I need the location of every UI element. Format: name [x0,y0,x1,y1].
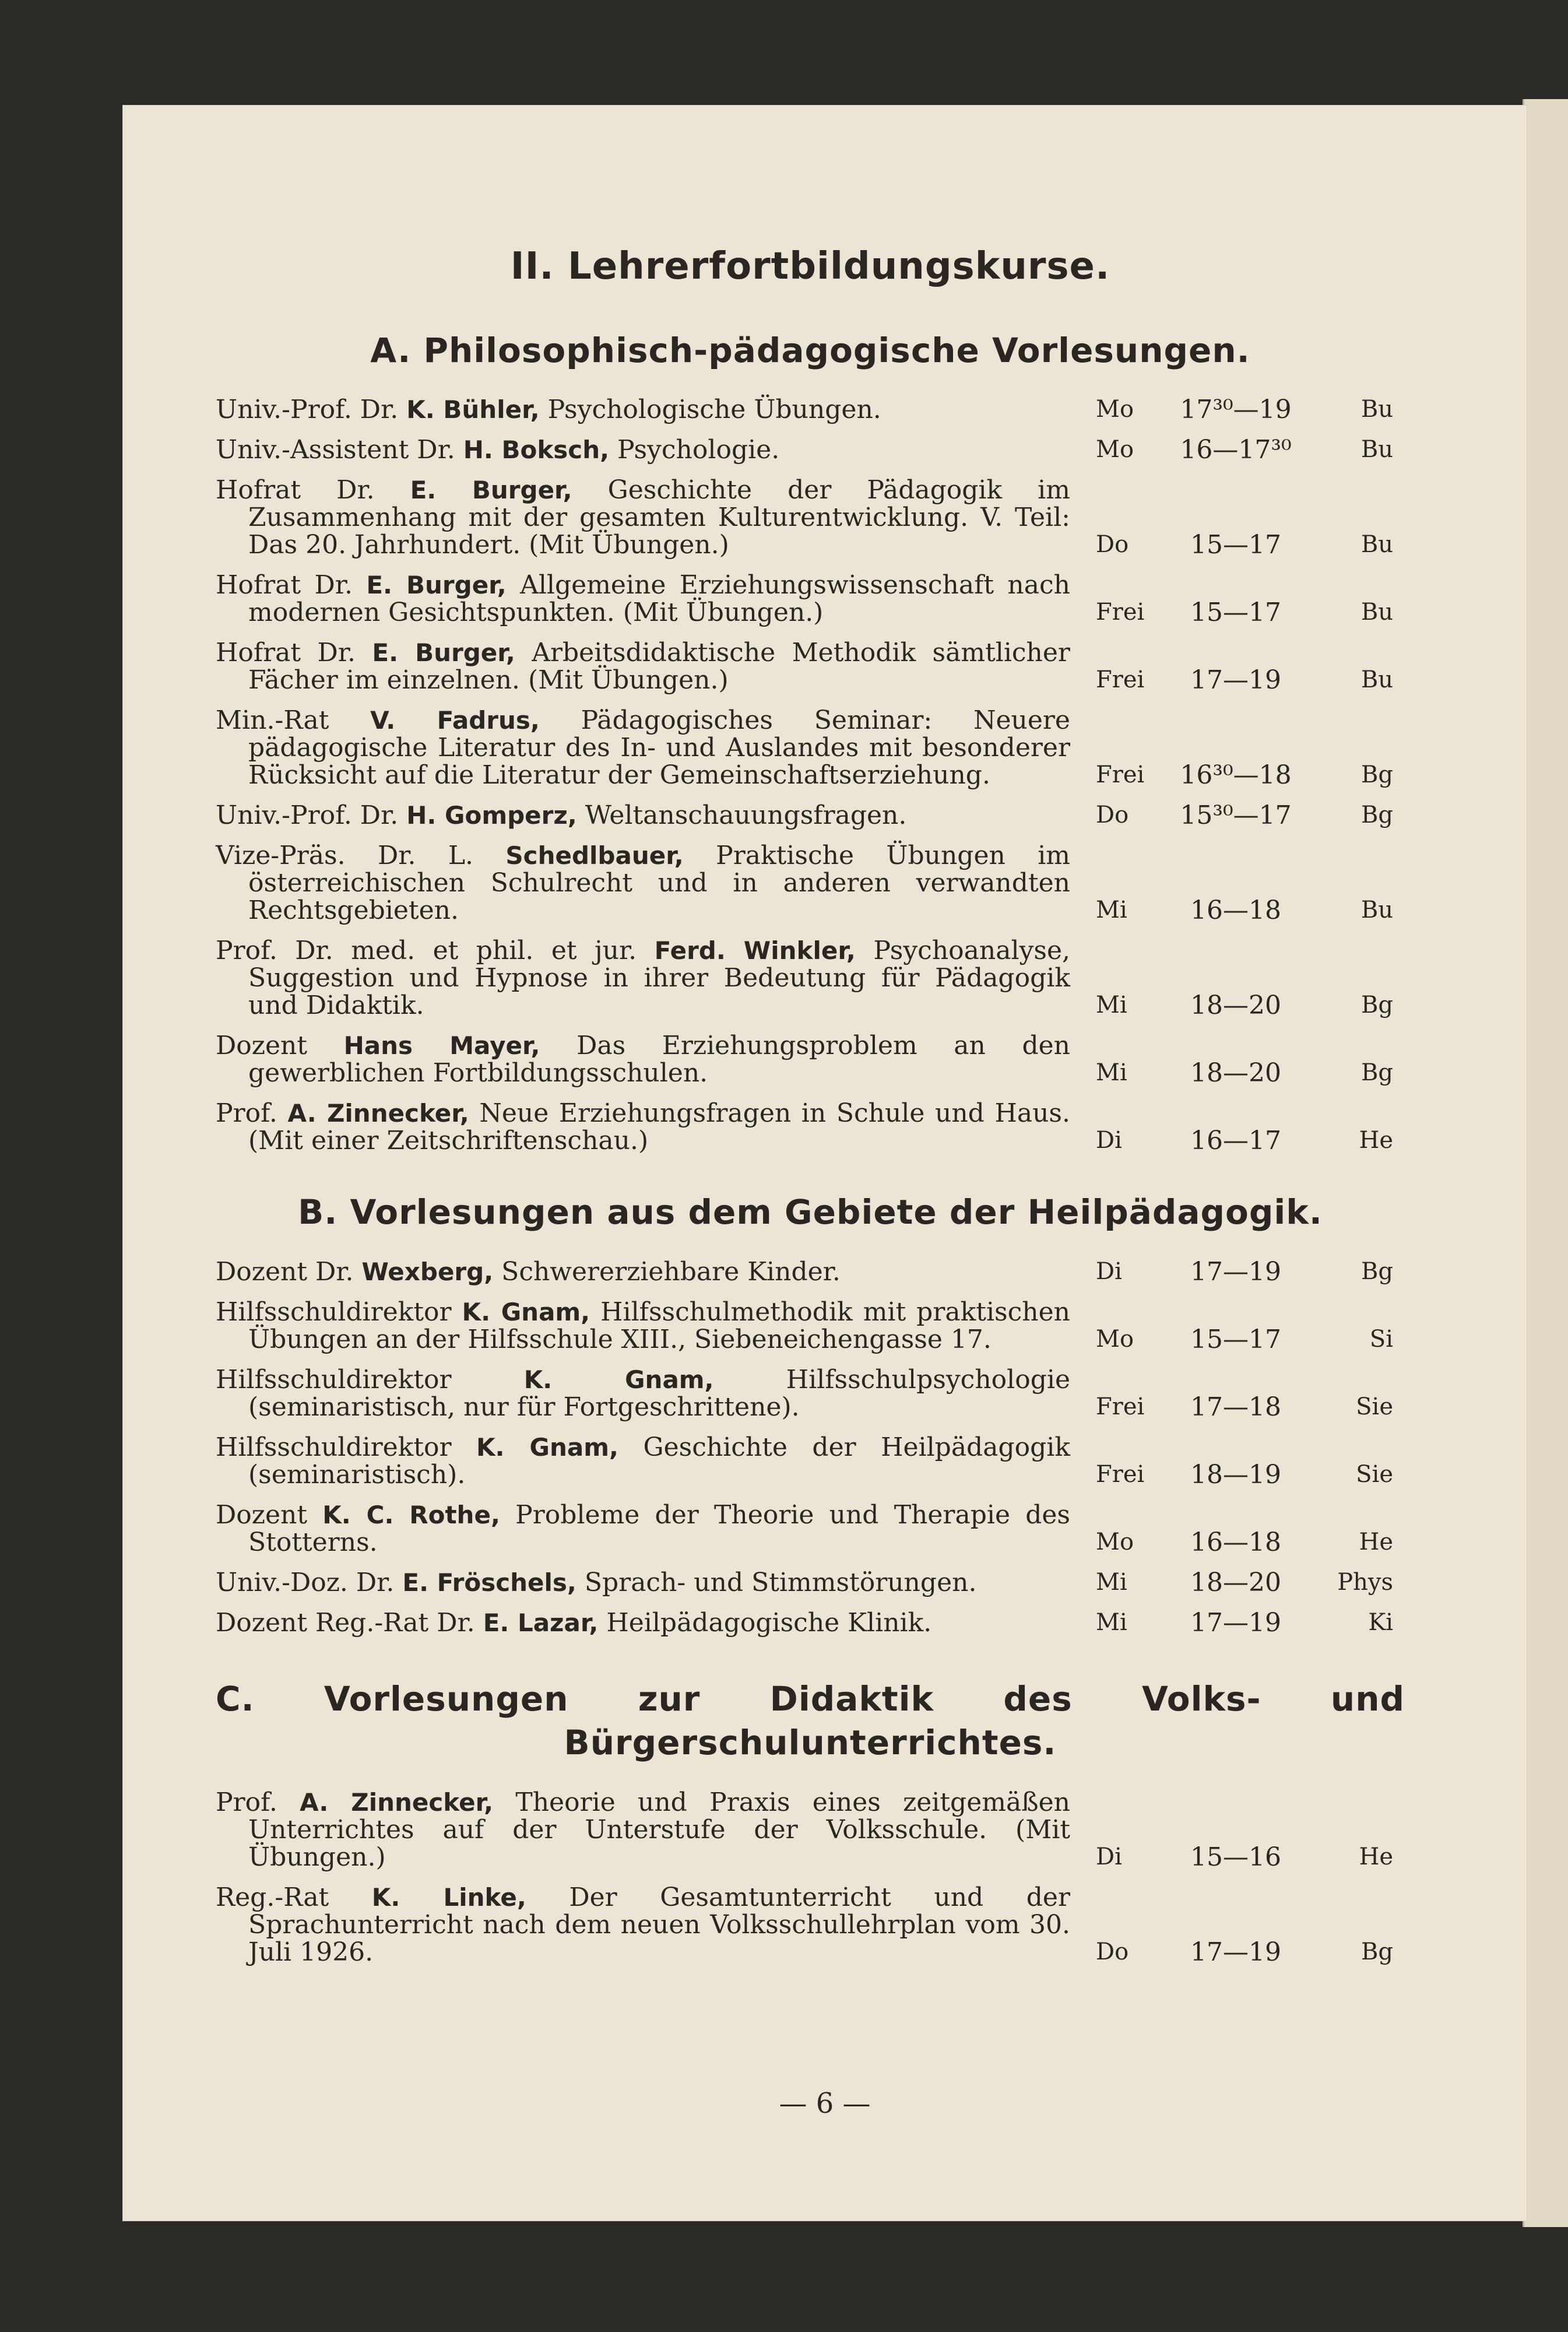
entry-day: Frei [1096,599,1145,626]
entry-time: 18—20 [1190,1058,1281,1088]
lecture-topic: Psychologie. [617,435,780,465]
entry-room: Bg [1361,802,1393,829]
entry-room: Bg [1361,1258,1393,1285]
list-item [216,1884,1405,1966]
entry-day: Frei [1096,666,1145,694]
lecturer-name: Ferd. Winkler, [654,936,856,965]
section-c-list [216,1789,1405,1966]
entry-time: 17—19 [1190,1937,1281,1967]
lecturer-title: Hofrat Dr. [216,475,375,505]
list-item [216,1569,1405,1596]
lecturer-name: V. Fadrus, [370,706,540,735]
entry-day: Do [1096,802,1129,829]
lecturer-title: Univ.-Prof. Dr. [216,800,399,831]
lecturer-title: Univ.-Doz. Dr. [216,1567,395,1597]
lecture-topic: Das Erziehungsproblem an den gewerblichen Fortbildungsschulen. [248,1031,1070,1088]
lecturer-name: Schedlbauer, [505,841,684,870]
lecture-topic: Pädagogisches Seminar: Neuere pädagogische Literatur des In- und Auslandes mit besonderer Rücksicht auf die Literatur der Gemeinschaftserziehung. [248,705,1070,791]
entry-text [216,571,1070,626]
lecturer-name: K. Gnam, [462,1297,590,1326]
entry-text [216,1789,1070,1871]
lecturer-title: Dozent Dr. [216,1256,354,1287]
list-item [216,639,1405,694]
entry-time: 18—19 [1190,1459,1281,1490]
lecturer-title: Hilfsschuldirektor [216,1297,452,1327]
entry-room: Bg [1361,761,1393,789]
entry-day: Mi [1096,1608,1127,1636]
entry-day: Mi [1096,992,1127,1019]
section-heading-c: C. Vorlesungen zur Didaktik des Volks- und Bürgerschulunterrichtes. [216,1678,1405,1763]
page-number: — 6 — [779,2087,871,2120]
list-item [216,571,1405,626]
entry-room: Sie [1356,1393,1393,1420]
entry-time: 16—18 [1190,1527,1281,1557]
list-item [216,436,1405,463]
lecture-topic: Neue Erziehungsfragen in Schule und Haus. (Mit einer Zeitschriftenschau.) [248,1098,1070,1156]
lecture-topic: Geschichte der Heilpädagogik (seminaristisch). [248,1432,1070,1490]
entry-room: Bg [1361,992,1393,1019]
lecturer-title: Hofrat Dr. [216,638,356,668]
list-item [216,802,1405,829]
section-a-list [216,396,1405,1154]
entry-room: He [1359,1843,1393,1870]
entry-text [216,396,1070,423]
entry-time: 15—17 [1190,530,1281,560]
entry-text [216,937,1070,1019]
lecturer-title: Reg.-Rat [216,1882,329,1912]
lecturer-title: Univ.-Assistent Dr. [216,435,455,465]
entry-text [216,1569,1070,1596]
lecturer-name: K. Linke, [371,1883,526,1912]
lecturer-name: Wexberg, [361,1257,494,1286]
entry-room: Bu [1360,666,1393,694]
lecturer-title: Prof. [216,1787,277,1817]
entry-text [216,1032,1070,1087]
entry-day: Do [1096,531,1129,559]
entry-day: Di [1096,1843,1122,1870]
entry-time: 16³⁰—18 [1180,760,1292,791]
entry-text [216,842,1070,924]
entry-room: Bg [1361,1059,1393,1087]
entry-day: Frei [1096,1393,1145,1420]
lecturer-name: H. Boksch, [463,436,610,465]
list-item [216,707,1405,789]
section-b-list [216,1258,1405,1636]
section-heading-b: B. Vorlesungen aus dem Gebiete der Heilpädagogik. [298,1192,1323,1232]
lecturer-name: E. Burger, [372,638,515,668]
lecturer-title: Hilfsschuldirektor [216,1364,452,1395]
entry-day: Mi [1096,1568,1127,1596]
entry-text [216,639,1070,694]
entry-day: Mi [1096,1059,1127,1087]
entry-day: Frei [1096,1460,1145,1488]
entry-day: Frei [1096,761,1145,789]
entry-text [216,1258,1070,1286]
entry-day: Mo [1096,1528,1134,1555]
lecturer-name: K. Gnam, [523,1365,714,1394]
next-page-edge [1523,99,1568,2227]
lecture-topic: Arbeitsdidaktische Methodik sämtlicher Fächer im einzelnen. (Mit Übungen.) [248,638,1070,696]
lecture-topic: Hilfsschulpsychologie (seminaristisch, nur für Fortgeschrittene). [248,1364,1070,1422]
lecture-topic: Probleme der Theorie und Therapie des Stotterns. [248,1499,1070,1557]
entry-text [216,436,1070,463]
lecturer-title: Hofrat Dr. [216,570,353,600]
lecture-topic: Weltanschauungsfragen. [585,800,907,831]
entry-text [216,707,1070,789]
list-item [216,1258,1405,1286]
lecturer-name: A. Zinnecker, [287,1099,469,1128]
list-item [216,842,1405,924]
lecture-topic: Sprach- und Stimmstörungen. [584,1567,977,1597]
entry-room: Bu [1360,897,1393,924]
lecturer-name: A. Zinnecker, [300,1787,494,1817]
entry-time: 15—17 [1190,598,1281,628]
entry-day: Do [1096,1938,1129,1965]
lecture-topic: Geschichte der Pädagogik im Zusammenhang mit der gesamten Kulturentwicklung. V. Teil: Das 20. Jahrhundert. (Mit Übungen.) [248,475,1070,560]
list-item [216,1366,1405,1421]
lecturer-name: K. Bühler, [406,395,540,424]
entry-time: 17—19 [1190,1256,1281,1287]
lecturer-name: K. Gnam, [476,1432,618,1462]
entry-text [216,1501,1070,1556]
entry-time: 16—17³⁰ [1180,435,1292,465]
lecturer-title: Prof. Dr. med. et phil. et jur. [216,936,637,966]
entry-day: Di [1096,1127,1122,1154]
entry-text [216,476,1070,559]
lecturer-name: E. Lazar, [483,1608,599,1637]
lecture-topic: Schwererziehbare Kinder. [501,1256,841,1287]
list-item [216,1032,1405,1087]
entry-time: 15—16 [1190,1842,1281,1872]
entry-room: Si [1369,1325,1393,1353]
list-item [216,1609,1405,1636]
lecturer-title: Vize-Präs. Dr. L. [216,841,474,871]
entry-time: 18—20 [1190,1567,1281,1597]
entry-room: Bu [1360,531,1393,559]
section-heading-a: A. Philosophisch-pädagogische Vorlesungen. [370,331,1250,370]
list-item [216,937,1405,1019]
entry-time: 17³⁰—19 [1180,395,1292,425]
entry-room: Bu [1360,396,1393,423]
entry-room: Bu [1360,436,1393,463]
list-item [216,1434,1405,1488]
entry-room: Ki [1368,1608,1393,1636]
lecture-topic: Hilfsschulmethodik mit praktischen Übungen an der Hilfsschule XIII., Siebeneichengasse 17. [248,1297,1070,1354]
entry-time: 17—19 [1190,665,1281,696]
entry-text [216,802,1070,829]
entry-room: Bu [1360,599,1393,626]
entry-day: Mo [1096,1325,1134,1353]
lecturer-name: E. Burger, [366,571,507,600]
lecturer-title: Dozent Reg.-Rat Dr. [216,1607,475,1638]
entry-day: Di [1096,1258,1122,1285]
list-item [216,1298,1405,1353]
lecturer-title: Dozent [216,1499,308,1530]
lecture-topic: Praktische Übungen im österreichischen Schulrecht und in anderen verwandten Rechtsgebieten. [248,841,1070,926]
page-content [216,245,1405,1979]
entry-day: Mo [1096,436,1134,463]
lecture-topic: Theorie und Praxis eines zeitgemäßen Unterrichtes auf der Unterstufe der Volksschule. (Mit Übungen.) [248,1787,1070,1872]
lecturer-title: Prof. [216,1098,277,1129]
lecture-topic: Psychologische Übungen. [547,395,881,425]
lecturer-name: E. Burger, [410,476,572,505]
lecturer-title: Dozent [216,1031,308,1061]
entry-room: He [1359,1127,1393,1154]
page-title: II. Lehrerfortbildungskurse. [510,245,1110,288]
entry-text [216,1100,1070,1154]
lecturer-name: K. C. Rothe, [322,1500,500,1529]
entry-day: Mo [1096,396,1134,423]
entry-text [216,1434,1070,1488]
lecturer-name: H. Gomperz, [406,801,577,830]
lecturer-title: Hilfsschuldirektor [216,1432,452,1462]
entry-time: 17—18 [1190,1392,1281,1422]
list-item [216,1100,1405,1154]
entry-text [216,1366,1070,1421]
list-item [216,396,1405,423]
lecturer-name: Hans Mayer, [343,1031,540,1060]
entry-text [216,1884,1070,1966]
list-item [216,476,1405,559]
section-spacer [216,1167,1405,1190]
lecture-topic: Allgemeine Erziehungswissenschaft nach modernen Gesichtspunkten. (Mit Übungen.) [248,570,1070,628]
entry-text [216,1298,1070,1353]
entry-time: 15—17 [1190,1324,1281,1354]
entry-time: 16—18 [1190,895,1281,926]
list-item [216,1501,1405,1556]
entry-room: Phys [1337,1568,1393,1596]
lecture-topic: Der Gesamtunterricht und der Sprachunterricht nach dem neuen Volksschullehrplan vom 30. Juli 1926. [248,1882,1070,1967]
entry-time: 17—19 [1190,1607,1281,1638]
entry-text [216,1609,1070,1636]
entry-day: Mi [1096,897,1127,924]
lecturer-name: E. Fröschels, [402,1568,576,1597]
list-item [216,1789,1405,1871]
entry-room: Sie [1356,1460,1393,1488]
entry-room: Bg [1361,1938,1393,1965]
lecturer-title: Univ.-Prof. Dr. [216,395,399,425]
lecturer-title: Min.-Rat [216,705,329,736]
entry-time: 16—17 [1190,1126,1281,1156]
entry-time: 15³⁰—17 [1180,800,1292,831]
entry-time: 18—20 [1190,991,1281,1021]
entry-room: He [1359,1528,1393,1555]
lecture-topic: Psychoanalyse, Suggestion und Hypnose in ihrer Bedeutung für Pädagogik und Didaktik. [248,936,1070,1021]
lecture-topic: Heilpädagogische Klinik. [606,1607,932,1638]
